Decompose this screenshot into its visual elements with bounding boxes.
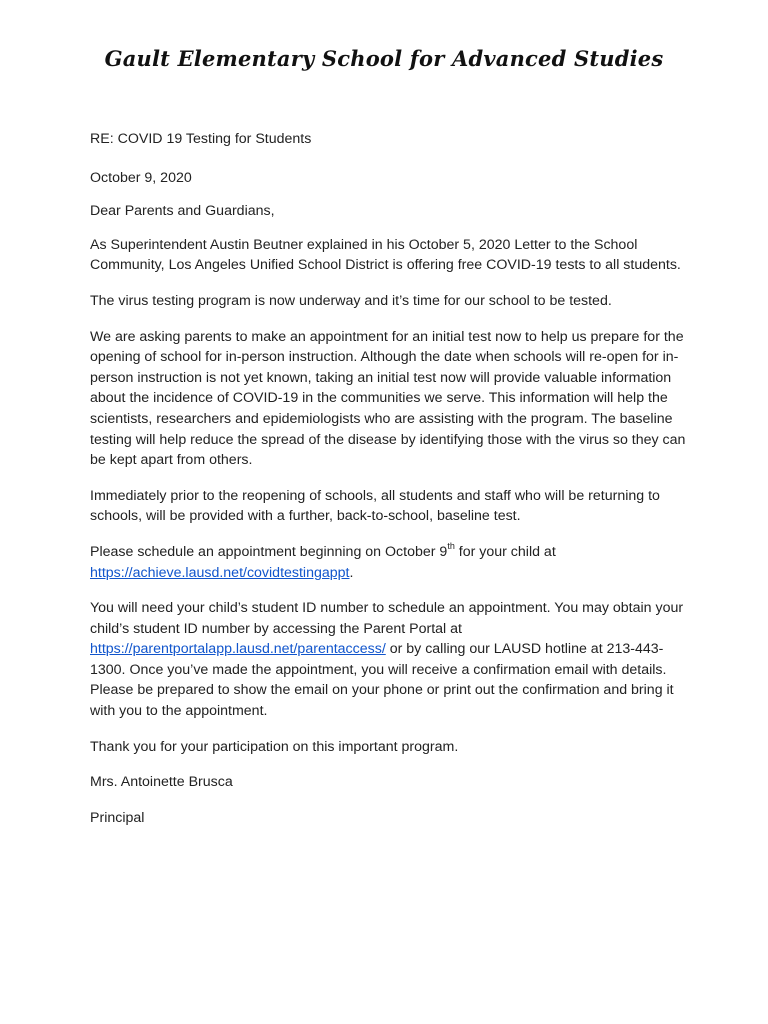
paragraph-student-id [90, 598, 690, 722]
signer-name: Mrs. Antoinette Brusca [90, 774, 233, 791]
date-ordinal-suffix: th [447, 541, 455, 552]
schedule-text-end: . [349, 564, 354, 581]
school-letterhead-title: Gault Elementary School for Advanced Studies [104, 46, 664, 71]
closing-line: Thank you for your participation on this important program. [90, 738, 459, 755]
testing-appointment-link[interactable]: https://achieve.lausd.net/covidtestingappt [90, 564, 350, 581]
student-id-text-end: or by calling our LAUSD hotline at 213-443-1300. Once you’ve made the appointment, you will receive a confirmation email with details. Please be prepared to show the email on your phone or print out the confirmation and bring it with you to the appointment. [90, 641, 674, 720]
student-id-text: You will need your child’s student ID number to schedule an appointment. You may obtain your child’s student ID number by accessing the Parent Portal at [90, 600, 684, 637]
greeting: Dear Parents and Guardians, [90, 203, 275, 220]
paragraph-initial-test: We are asking parents to make an appointment for an initial test now to help us prepare for the opening of school for in-person instruction. Although the date when schools will re-open for in-person instruction is not yet known, taking an initial test now will provide valuable information about the incidence of COVID-19 in the communities we serve. This information will help the scientists, researchers and epidemiologists who are assisting with the program. The baseline testing will help reduce the spread of the disease by identifying those with the virus so they can be kept apart from others. [90, 328, 686, 469]
signer-title: Principal [90, 809, 145, 826]
paragraph-superintendent: As Superintendent Austin Beutner explained in his October 5, 2020 Letter to the School Community, Los Angeles Unified School District is offering free COVID-19 tests to all students. [90, 236, 681, 274]
subject-line: RE: COVID 19 Testing for Students [90, 131, 312, 147]
letter-body [90, 129, 690, 828]
paragraph-schedule [90, 542, 690, 583]
paragraph-baseline-test: Immediately prior to the reopening of schools, all students and staff who will be returning to schools, will be provided with a further, back-to-school, baseline test. [90, 487, 660, 525]
parent-portal-link[interactable]: https://parentportalapp.lausd.net/parentaccess/ [90, 641, 386, 658]
letter-date: October 9, 2020 [90, 169, 192, 186]
schedule-text: Please schedule an appointment beginning on October 9 [90, 543, 448, 560]
paragraph-testing-underway: The virus testing program is now underway and it’s time for our school to be tested. [90, 292, 612, 309]
schedule-text-middle: for your child at [454, 543, 556, 560]
